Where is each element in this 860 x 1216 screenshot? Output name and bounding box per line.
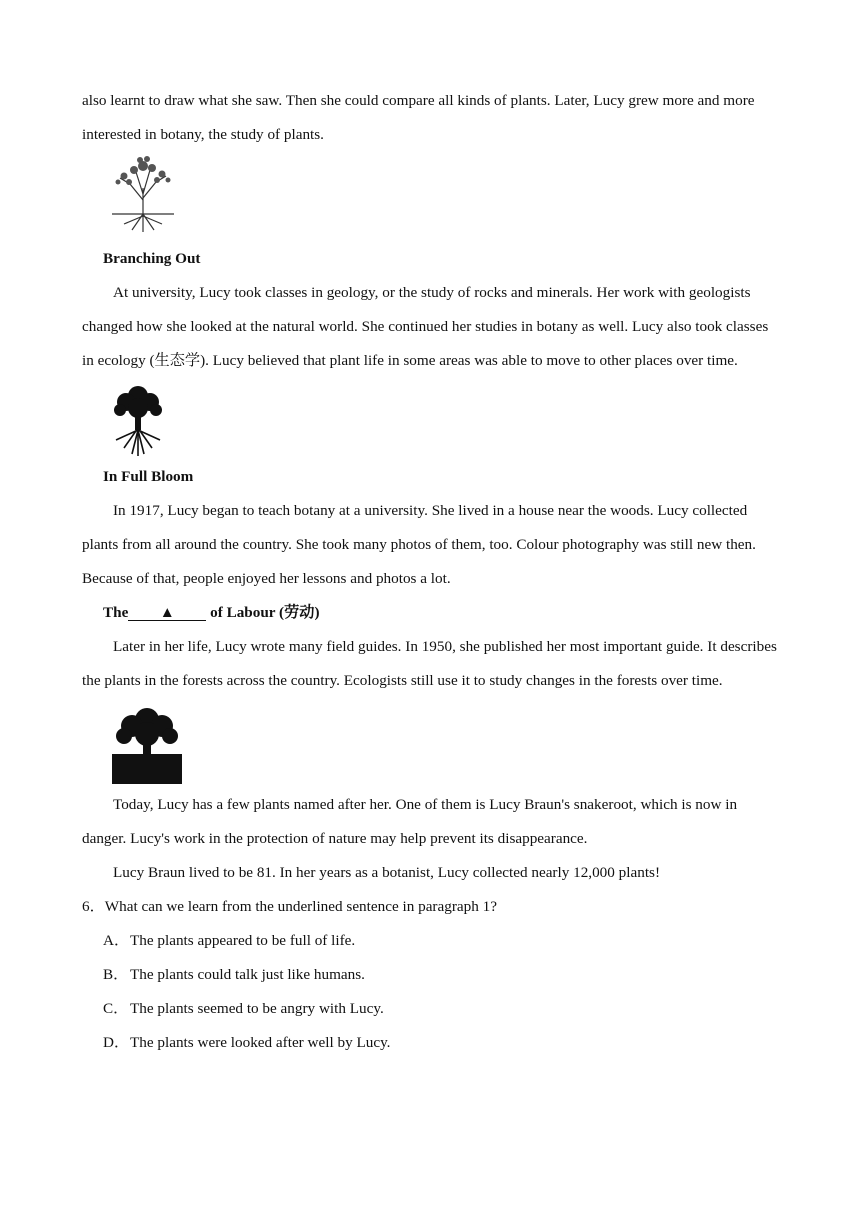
tree-solid-icon — [112, 704, 182, 784]
option-c[interactable] — [82, 992, 782, 1026]
answer-blank[interactable]: ▲ — [128, 605, 206, 621]
paragraph-labour: Later in her life, Lucy wrote many field guides. In 1950, she published her most important guide. It describes the plants in the forests across the country. Ecologists still use it to study changes in the forests over time. — [82, 638, 777, 689]
intro-continuation: also learnt to draw what she saw. Then she could compare all kinds of plants. Later, Lucy grew more and more interested in botany, the study of plants. — [82, 92, 755, 143]
paragraph-final: Lucy Braun lived to be 81. In her years as a botanist, Lucy collected nearly 12,000 plants! — [113, 864, 661, 881]
option-b[interactable] — [82, 958, 782, 992]
heading-labour — [82, 596, 782, 630]
option-d[interactable] — [82, 1026, 782, 1060]
paragraph-today: Today, Lucy has a few plants named after her. One of them is Lucy Braun's snakeroot, which is now in danger. Lucy's work in the protection of nature may help prevent its disappearance. — [82, 796, 738, 847]
option-text: The plants seemed to be angry with Lucy. — [130, 1000, 384, 1017]
option-letter: C． — [103, 1000, 129, 1017]
option-text: The plants were looked after well by Lucy. — [130, 1034, 391, 1051]
heading-labour-suffix: of Labour (劳动) — [206, 604, 320, 621]
heading-in-full-bloom: In Full Bloom — [103, 468, 194, 485]
option-letter: D． — [103, 1034, 130, 1051]
option-text: The plants appeared to be full of life. — [130, 932, 356, 949]
paragraph-branching-out: At university, Lucy took classes in geology, or the study of rocks and minerals. Her work with geologists changed how she looked at the natural world. She continued her studies in botany as well. Lucy also took classes in ecology (生态学). Lucy believed that plant life in some areas was able to move to other places over time. — [82, 284, 769, 369]
option-letter: B． — [103, 966, 129, 983]
document-page — [82, 84, 782, 1060]
option-text: The plants could talk just like humans. — [130, 966, 365, 983]
question-6 — [82, 890, 782, 924]
tree-sketch-icon — [112, 154, 174, 238]
question-number: 6． — [82, 898, 105, 915]
heading-branching-out: Branching Out — [103, 250, 201, 267]
tree-silhouette-icon — [112, 382, 164, 458]
paragraph-in-full-bloom: In 1917, Lucy began to teach botany at a university. She lived in a house near the woods. Lucy collected plants from all around the country. She took many photos of them, too. Colour photography was still new then. Because of that, people enjoyed her lessons and photos a lot. — [82, 502, 756, 587]
option-letter: A． — [103, 932, 130, 949]
question-text: What can we learn from the underlined sentence in paragraph 1? — [104, 898, 497, 915]
heading-labour-prefix: The — [103, 604, 129, 621]
option-a[interactable] — [82, 924, 782, 958]
